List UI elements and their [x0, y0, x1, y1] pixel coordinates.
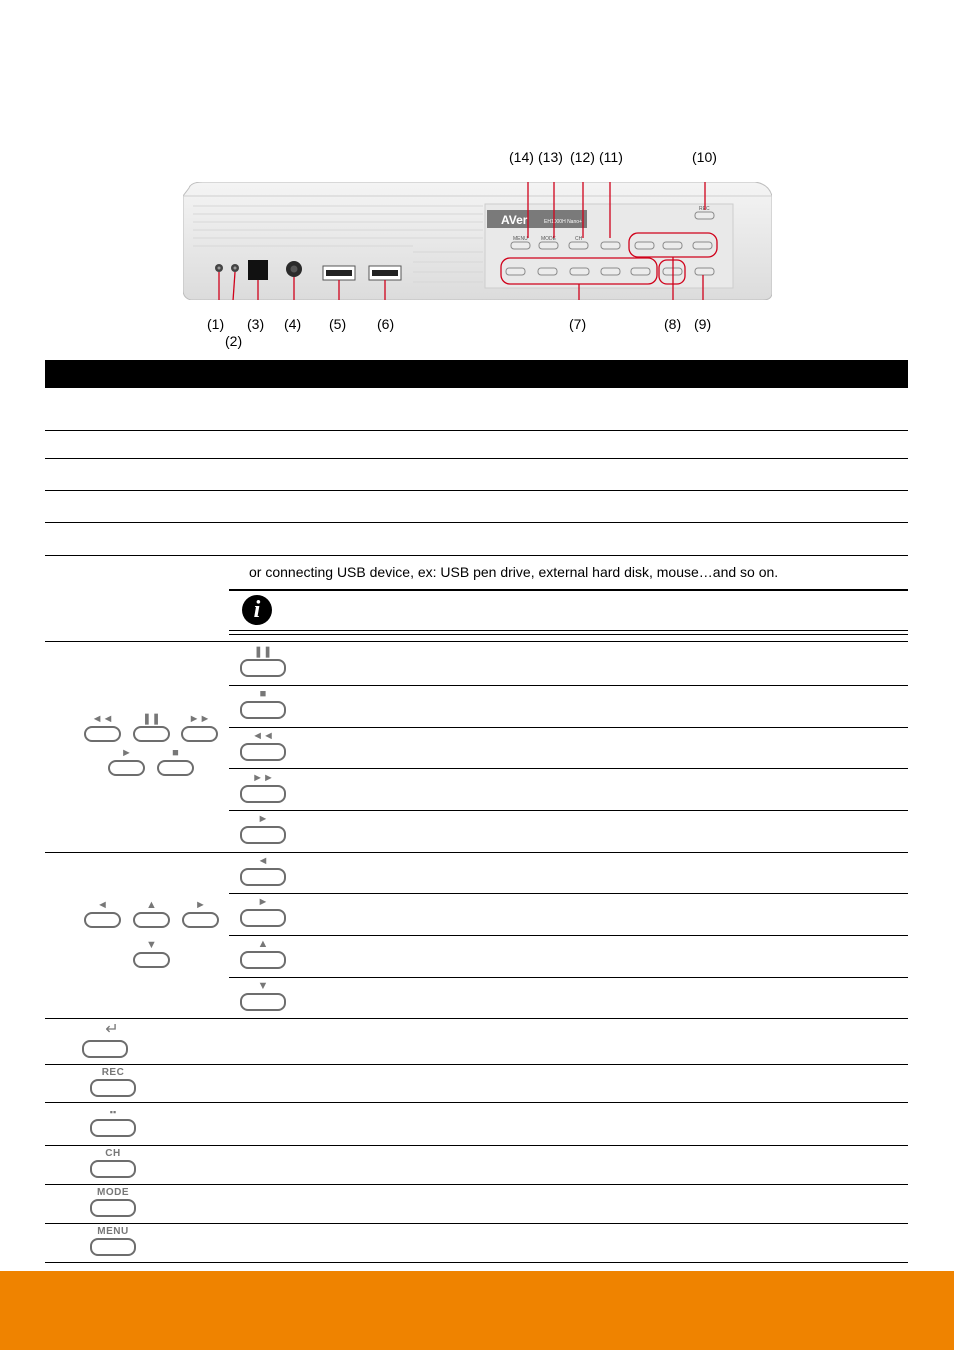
callout-11: (11)	[599, 149, 623, 165]
svg-text:MENU: MENU	[513, 236, 528, 242]
callout-2: (2)	[225, 333, 243, 349]
stop-button-icon: ■	[157, 747, 194, 776]
sub-row-divider	[229, 977, 908, 978]
row-divider	[45, 458, 908, 459]
info-icon: i	[242, 595, 272, 625]
callout-8: (8)	[664, 316, 682, 332]
pause-button-icon: ❚❚	[240, 646, 286, 677]
row-divider	[45, 1223, 908, 1224]
row-divider	[45, 1262, 908, 1263]
play-button-icon: ►	[108, 747, 145, 776]
row-divider	[45, 555, 908, 556]
callout-4: (4)	[284, 316, 302, 332]
svg-text:CH: CH	[575, 236, 583, 242]
mode-button-icon: MODE	[90, 1186, 136, 1217]
usb-description: or connecting USB device, ex: USB pen drive, external hard disk, mouse…and so on.	[249, 564, 779, 580]
row-divider	[45, 1145, 908, 1146]
sub-row-divider	[229, 768, 908, 769]
callout-12: (12)	[570, 149, 595, 165]
forward-button-icon: ►►	[240, 772, 286, 803]
rewind-button-icon: ◄◄	[84, 713, 121, 742]
sub-row-divider	[229, 935, 908, 936]
left-arrow-button-icon: ◄	[240, 855, 286, 886]
sub-row-divider	[229, 893, 908, 894]
up-arrow-button-icon: ▲	[133, 899, 170, 928]
row-divider	[45, 1102, 908, 1103]
split-screen-button-icon: ▪▪	[90, 1106, 136, 1137]
row-divider	[45, 1064, 908, 1065]
ch-button-icon: CH	[90, 1147, 136, 1178]
rewind-button-icon: ◄◄	[240, 730, 286, 761]
callout-3: (3)	[247, 316, 265, 332]
svg-text:MODE: MODE	[541, 236, 556, 242]
footer-bar	[0, 1271, 954, 1350]
up-arrow-button-icon: ▲	[240, 938, 286, 969]
menu-button-icon: MENU	[90, 1225, 136, 1256]
callout-1: (1)	[207, 316, 225, 332]
pause-button-icon: ❚❚	[133, 713, 170, 742]
left-arrow-button-icon: ◄	[84, 899, 121, 928]
row-divider	[45, 1018, 908, 1019]
svg-text:EH1000H Nano+: EH1000H Nano+	[544, 219, 582, 225]
callout-5: (5)	[329, 316, 347, 332]
right-arrow-button-icon: ►	[182, 899, 219, 928]
table-header-bar	[45, 360, 908, 388]
note-bottom-rule	[229, 630, 908, 635]
note-top-rule	[229, 589, 908, 591]
callout-10: (10)	[692, 149, 717, 165]
right-arrow-button-icon: ►	[240, 896, 286, 927]
sub-row-divider	[229, 810, 908, 811]
sub-row-divider	[229, 685, 908, 686]
callout-6: (6)	[377, 316, 395, 332]
sub-row-divider	[229, 727, 908, 728]
row-divider	[45, 641, 908, 642]
enter-button-icon: ↵	[82, 1022, 128, 1058]
down-arrow-button-icon: ▼	[133, 939, 170, 968]
callout-13: (13)	[538, 149, 563, 165]
row-divider	[45, 522, 908, 523]
play-button-icon: ►	[240, 813, 286, 844]
svg-text:REC: REC	[699, 206, 710, 212]
dvr-front-panel	[183, 182, 772, 300]
rec-button-icon: REC	[90, 1066, 136, 1097]
row-divider	[45, 1184, 908, 1185]
svg-text:AVer: AVer	[501, 213, 528, 227]
down-arrow-button-icon: ▼	[240, 980, 286, 1011]
row-divider	[45, 852, 908, 853]
row-divider	[45, 490, 908, 491]
row-divider	[45, 430, 908, 431]
stop-button-icon: ■	[240, 688, 286, 719]
forward-button-icon: ►►	[181, 713, 218, 742]
callout-7: (7)	[569, 316, 587, 332]
callout-9: (9)	[694, 316, 712, 332]
callout-14: (14)	[509, 149, 534, 165]
